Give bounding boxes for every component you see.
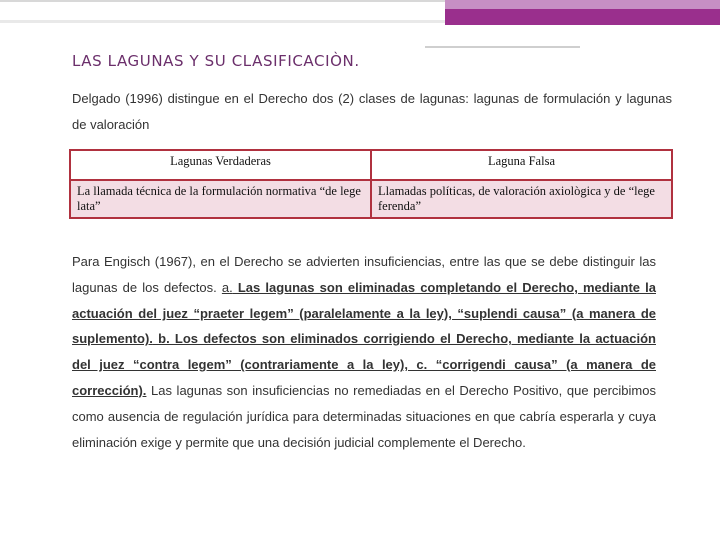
top-stripe-dark <box>445 9 720 25</box>
top-decoration-right <box>445 0 720 25</box>
header-lagunas-verdaderas: Lagunas Verdaderas <box>70 150 371 180</box>
item-b-text: b. Los defectos son eliminados corrigiendo el Derecho, mediante la actuación del juez “contra legem” (contrariamente a la ley), c. “corrigendi causa” (a manera de corrección). <box>72 331 656 398</box>
cell-laguna-falsa: Llamadas políticas, de valoración axiològica y de “lege ferenda” <box>371 180 672 218</box>
title-rule <box>425 46 580 48</box>
item-a-marker: a. <box>221 279 233 295</box>
table-row <box>70 180 672 218</box>
body-closing: Las lagunas son insuficiencias no remediadas en el Derecho Positivo, que percibimos como ausencia de regulación jurídica para determinadas situaciones en que cabría esperarla y cuya eliminación exige y permite que una decisión judicial complemente el Derecho. <box>72 382 656 450</box>
top-decoration-left <box>0 0 445 28</box>
cell-lagunas-verdaderas: La llamada técnica de la formulación normativa “de lege lata” <box>70 180 371 218</box>
lagunas-table <box>69 149 673 219</box>
top-stripe-light <box>445 0 720 9</box>
body-lead: Para Engisch (1967), en el Derecho se advierten insuficiencias, entre las que se debe distinguir las lagunas de los defectos. <box>72 254 656 295</box>
table-header-row <box>70 150 672 180</box>
body-paragraph <box>72 249 656 455</box>
item-a-text: Las lagunas son eliminadas completando el Derecho, mediante la actuación del juez “praeter legem” (paralelamente a la ley), “suplendi causa” (a manera de suplemento). <box>72 279 656 347</box>
slide-title: LAS LAGUNAS Y SU CLASIFICACIÒN. <box>72 52 360 70</box>
intro-paragraph: Delgado (1996) distingue en el Derecho dos (2) clases de lagunas: lagunas de formulación y lagunas de valoración <box>72 91 672 132</box>
header-laguna-falsa: Laguna Falsa <box>371 150 672 180</box>
